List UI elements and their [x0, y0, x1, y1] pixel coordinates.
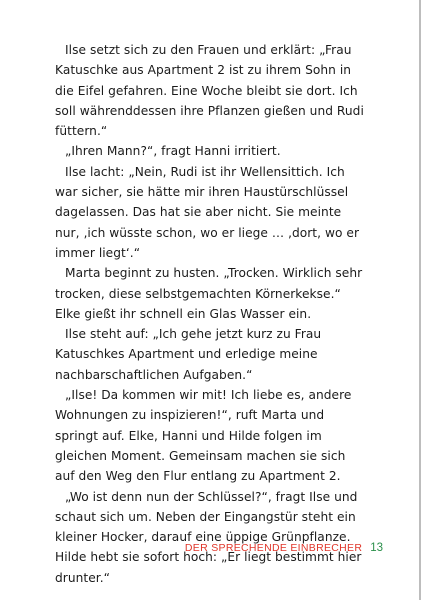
running-title: DER SPRECHENDE EINBRECHER: [184, 542, 363, 554]
paragraph: „Ilse! Da kommen wir mit! Ich liebe es, andere Wohnungen zu inspizieren!“, ruft Marta und springt auf. Elke, Hanni und Hilde folgen im gleichen Moment. Gemeinsam machen sie sich auf den Weg den Flur entlang zu Apartment 2.: [55, 388, 352, 484]
paragraph: Ilse steht auf: „Ich gehe jetzt kurz zu Frau Katuschkes Apartment und erledige meine nachbarschaftlichen Aufgaben.“: [55, 327, 322, 382]
body-text: [55, 40, 367, 588]
paragraph: Ilse setzt sich zu den Frauen und erklärt: „Frau Katuschke aus Apartment 2 ist zu ihrem Sohn in die Eifel gefahren. Eine Woche bleibt sie dort. Ich soll währenddessen ihre Pflanzen gießen und Rudi füttern.“: [55, 43, 364, 139]
paragraph: „Ihren Mann?“, fragt Hanni irritiert.: [65, 144, 281, 159]
paragraph: Ilse lacht: „Nein, Rudi ist ihr Wellensittich. Ich war sicher, sie hätte mir ihren Haustürschlüssel dagelassen. Das hat sie aber nicht. Sie meinte nur, ‚ich wüsste schon, wo er liege … ‚dort, wo er immer liegt‘.“: [55, 164, 360, 260]
page-footer: [185, 542, 383, 554]
paragraph: Marta beginnt zu husten. „Trocken. Wirklich sehr trocken, diese selbstgemachten Körnerkekse.“ Elke gießt ihr schnell ein Glas Wasser ein.: [55, 266, 363, 321]
paragraph: „Wo ist denn nun der Schlüssel?“, fragt Ilse und schaut sich um. Neben der Eingangstür steht ein kleiner Hocker, darauf eine üppige Grünpflanze. Hilde hebt sie sofort hoch: „Er liegt bestimmt hier drunter.“: [55, 489, 362, 585]
page-number: 13: [370, 542, 383, 554]
